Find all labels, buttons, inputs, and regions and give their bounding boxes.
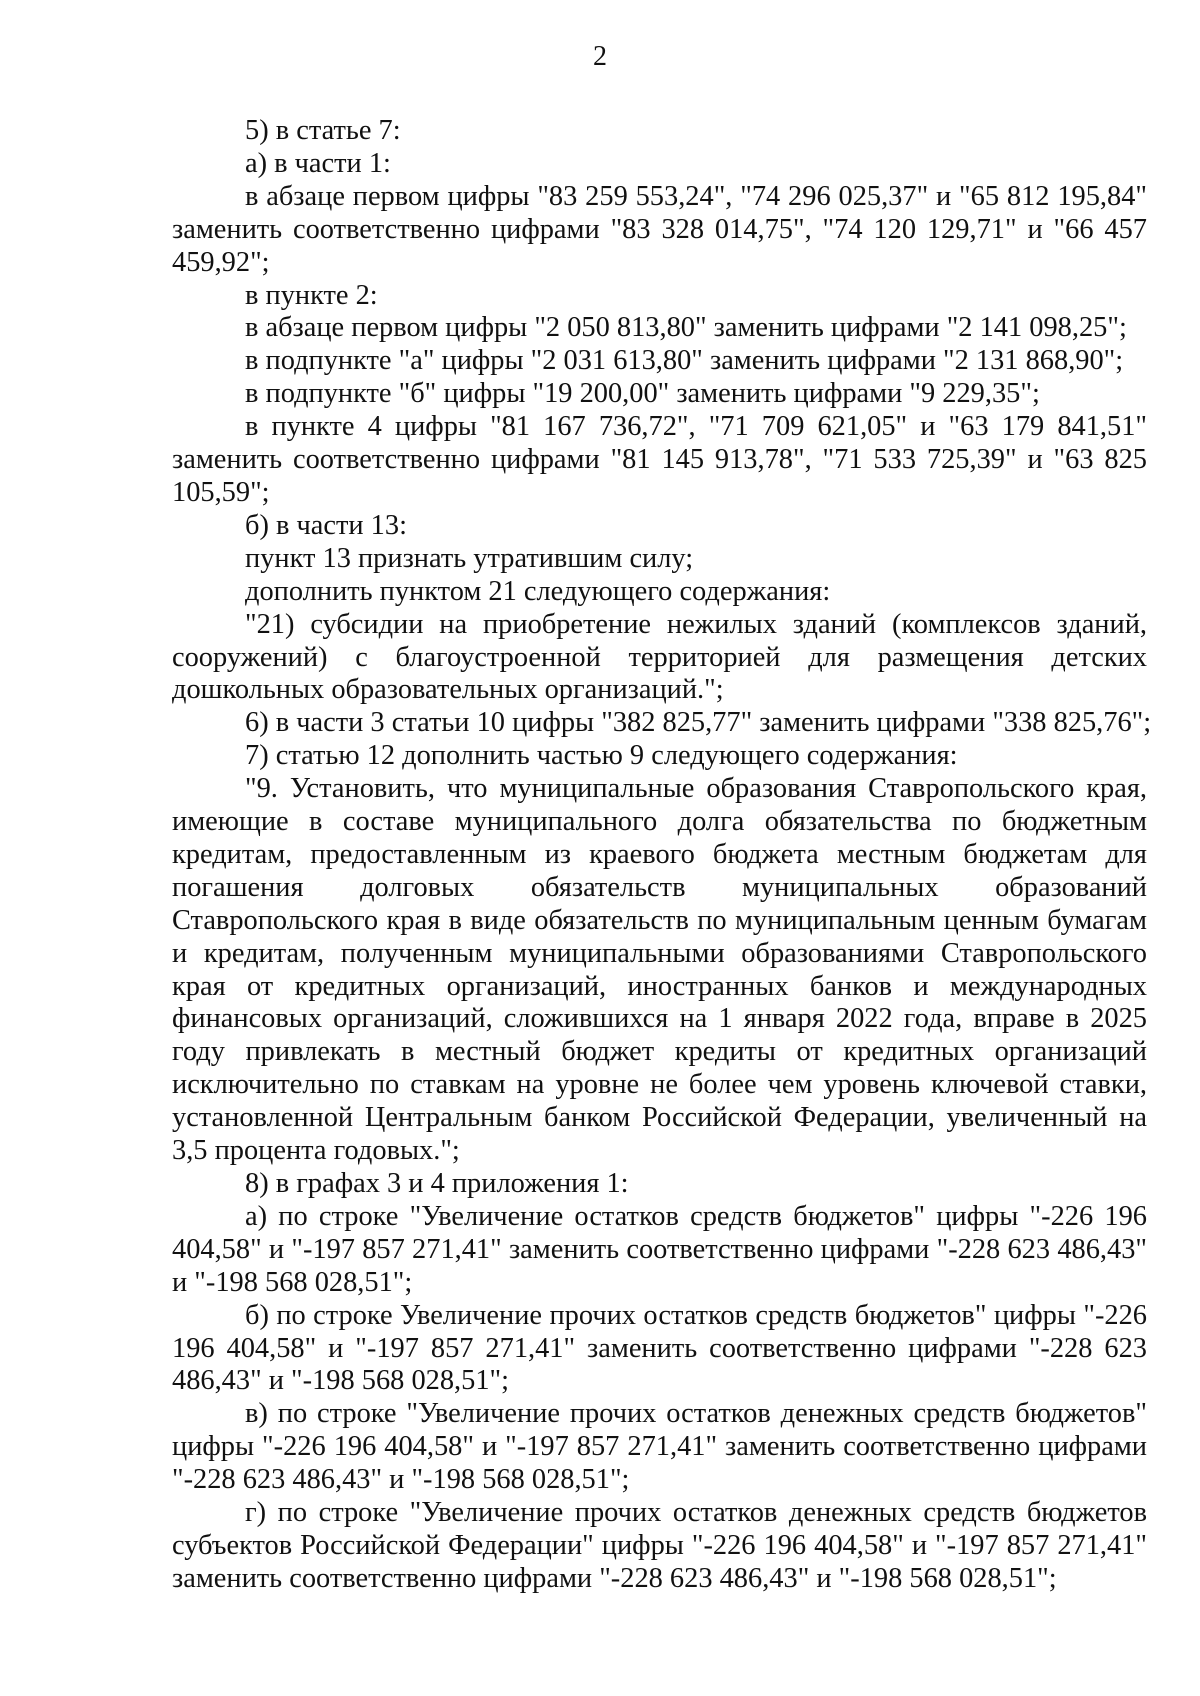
page-number: 2 [593,41,607,72]
paragraph-point-2-first-indent: в абзаце первом цифры "2 050 813,80" заменить цифрами "2 141 098,25"; [245,312,1127,344]
paragraph-row-a: а) по строке "Увеличение остатков средств бюджетов" цифры "-226 196 404,58" и "-197 857 271,41" заменить соответственно цифрами "-228 623 486,43" и "-198 568 028,51"; [172,1200,1147,1298]
paragraph-row-g: г) по строке "Увеличение прочих остатков денежных средств бюджетов субъектов Российской Федерации" цифры "-226 196 404,58" и "-197 857 271,41" заменить соответственно цифрами "-228 623 486,43" и "-198 568 028,51"; [172,1497,1147,1594]
paragraph-first-indent-figures: в абзаце первом цифры "83 259 553,24", "74 296 025,37" и "65 812 195,84" заменить соответственно цифрами "83 328 014,75", "74 120 129,71" и "66 457 459,92"; [172,180,1147,278]
paragraph-add-point-21: дополнить пунктом 21 следующего содержания: [245,575,831,607]
paragraph-part-9-text: "9. Установить, что муниципальные образования Ставропольского края, имеющие в составе муниципального долга обязательства по бюджетным кредитам, предоставленным из краевого бюджета местным бюджетам для погашения долговых обязательств муниципальных образований Ставропольского края в виде обязательств по муниципальным ценным бумагам и кредитам, полученным муниципальными образованиями Ставропольского края от кредитных организаций, иностранных банков и международных финансовых организаций, сложившихся на 1 января 2022 года, вправе в 2025 году привлекать в местный бюджет кредиты от кредитных организаций исключительно по ставкам на уровне не более чем уровень ключевой ставки, установленной Центральным банком Российской Федерации, увеличенный на 3,5 процента годовых."; [172,773,1147,1167]
paragraph-part-1: а) в части 1: [245,147,391,179]
paragraph-subpoint-a: в подпункте "а" цифры "2 031 613,80" заменить цифрами "2 131 868,90"; [245,345,1124,377]
paragraph-point-21-text: "21) субсидии на приобретение нежилых зданий (комплексов зданий, сооружений) с благоустроенной территорией для размещения детских дошкольных образовательных организаций."; [172,608,1147,706]
paragraph-row-b: б) по строке Увеличение прочих остатков средств бюджетов" цифры "-226 196 404,58" и "-197 857 271,41" заменить соответственно цифрами "-228 623 486,43" и "-198 568 028,51"; [172,1299,1147,1397]
paragraph-appendix-1: 8) в графах 3 и 4 приложения 1: [245,1168,629,1199]
paragraph-article-7: 5) в статье 7: [245,115,401,146]
paragraph-row-v: в) по строке "Увеличение прочих остатков денежных средств бюджетов" цифры "-226 196 404,58" и "-197 857 271,41" заменить соответственно цифрами "-228 623 486,43" и "-198 568 028,51"; [172,1398,1147,1496]
paragraph-point-4: в пункте 4 цифры "81 167 736,72", "71 709 621,05" и "63 179 841,51" заменить соответственно цифрами "81 145 913,78", "71 533 725,39" и "63 825 105,59"; [172,411,1147,508]
paragraph-subpoint-b: в подпункте "б" цифры "19 200,00" заменить цифрами "9 229,35"; [245,378,1040,410]
paragraph-part-13: б) в части 13: [245,509,407,541]
paragraph-point-13-repeal: пункт 13 признать утратившим силу; [245,542,694,574]
paragraph-point-2: в пункте 2: [245,279,378,311]
paragraph-article-12: 7) статью 12 дополнить частью 9 следующего содержания: [245,740,958,772]
document-body [172,115,1152,1596]
paragraph-article-10: 6) в части 3 статьи 10 цифры "382 825,77" заменить цифрами "338 825,76"; [245,707,1152,739]
